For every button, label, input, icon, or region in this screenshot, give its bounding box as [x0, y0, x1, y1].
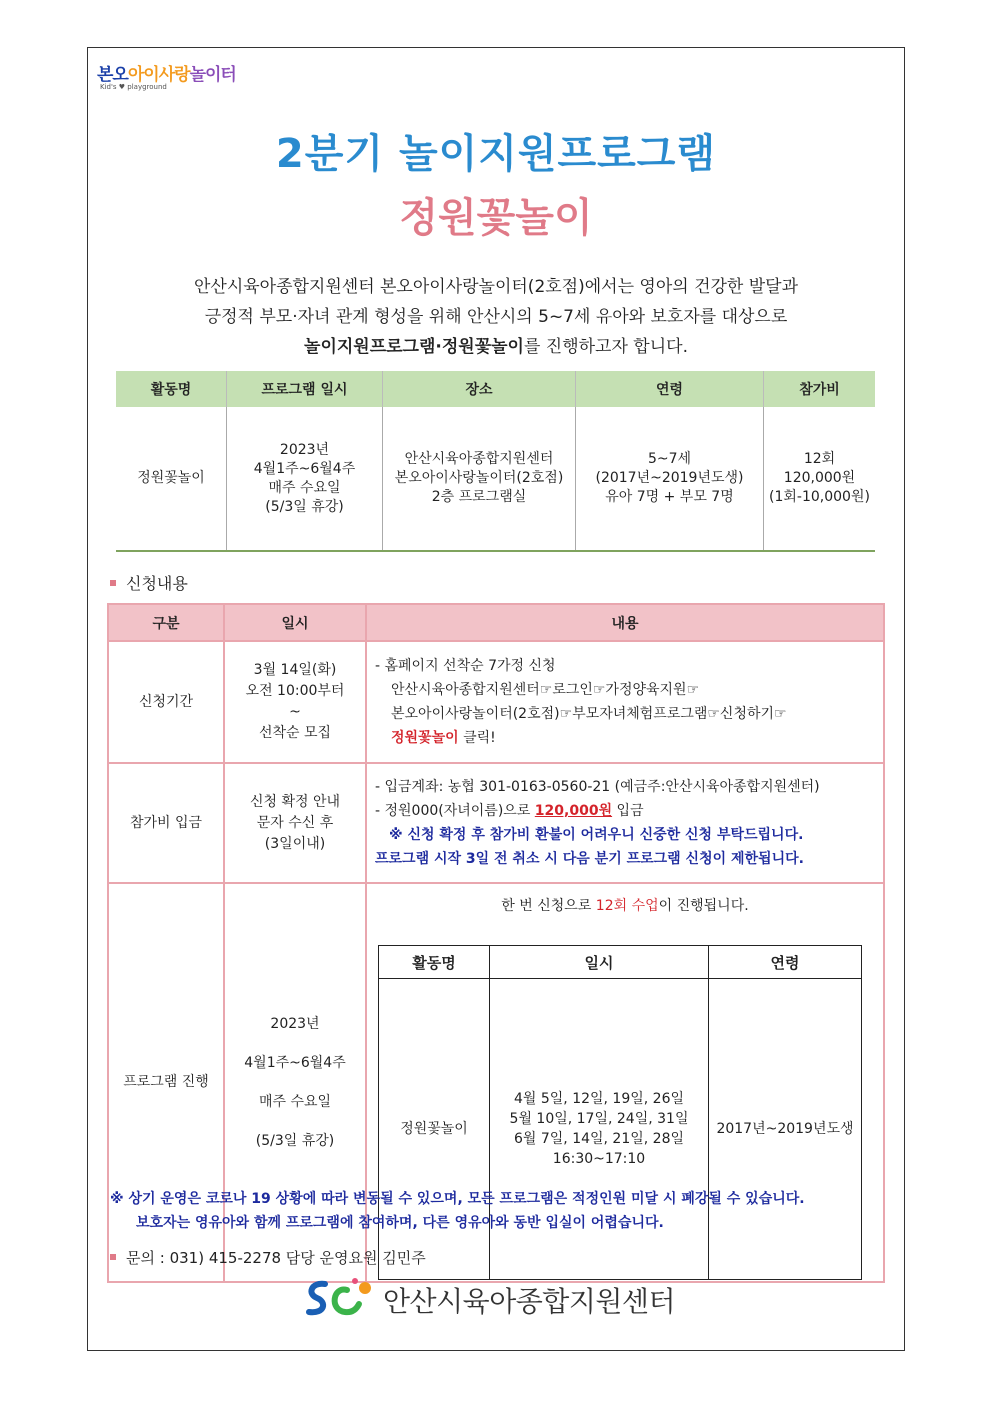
page-subtitle: 정원꽃놀이: [399, 195, 593, 241]
payment-name-text: - 정원000(자녀이름)으로: [375, 803, 535, 819]
age-line: 유아 7명 + 부모 7명: [605, 489, 734, 505]
place-line: 안산시육아종합지원센터: [404, 451, 554, 467]
age-line: 5~7세: [647, 451, 692, 467]
application-section-title: [110, 571, 188, 594]
logo-text-1: 본오: [97, 65, 128, 85]
progress-date-line: 4월1주~6월4주: [244, 1054, 346, 1071]
fee-line: 120,000원: [783, 470, 856, 486]
payment-date-line: (3일이내): [264, 835, 326, 852]
period-date-line: ~: [289, 704, 301, 720]
overview-fee: [764, 407, 876, 551]
bullet-square-icon: [110, 1254, 116, 1260]
center-logo: [303, 1276, 676, 1320]
overview-schedule: [227, 407, 383, 551]
overview-header-row: [116, 371, 875, 407]
contact-text: 문의 : 031) 415-2278 담당 운영요원 김민주: [126, 1249, 426, 1267]
fee-line: (1회-10,000원): [769, 489, 870, 505]
overview-activity: 정원꽃놀이: [116, 407, 227, 551]
period-date: [224, 641, 366, 763]
payment-date-line: 신청 확정 안내: [249, 793, 341, 810]
progress-note: [368, 895, 882, 915]
center-name: 안산시육아종합지원센터: [383, 1285, 676, 1318]
session-header-row: [379, 946, 862, 979]
place-line: 2층 프로그램실: [431, 489, 527, 505]
overview-header-activity: 활동명: [116, 371, 227, 407]
application-period-row: [108, 641, 884, 763]
fee-line: 12회: [803, 451, 836, 467]
period-date-line: 3월 14일(화): [253, 662, 337, 678]
period-date-line: 선착순 모집: [258, 725, 332, 741]
period-path-line: 안산시육아종합지원센터☞로그인☞가정양육지원☞: [391, 682, 700, 698]
schedule-line: 2023년: [279, 441, 330, 458]
payment-content: [366, 763, 884, 883]
application-payment-row: [108, 763, 884, 883]
application-header-content: 내용: [366, 604, 884, 641]
intro-line-3: [120, 332, 872, 362]
refund-warning: ※ 신청 확정 후 참가비 환불이 어려우니 신중한 신청 부탁드립니다.: [389, 827, 804, 843]
payment-deposit-text: 입금: [612, 803, 644, 819]
session-header-age: 연령: [709, 946, 862, 979]
overview-header-schedule: 프로그램 일시: [227, 371, 383, 407]
playground-logo: [97, 60, 236, 91]
period-click-line: [375, 726, 875, 750]
intro-program-name: 놀이지원프로그램·정원꽃놀이: [304, 337, 524, 357]
period-date-line: 오전 10:00부터: [245, 683, 345, 699]
session-date-line: 6월 7일, 14일, 21일, 28일: [513, 1131, 685, 1147]
intro-line-2: 긍정적 부모·자녀 관계 형성을 위해 안산시의 5~7세 유아와 보호자를 대상으로: [204, 307, 788, 327]
overview-table: [116, 371, 875, 552]
contact-info: [110, 1247, 426, 1268]
overview-age: [576, 407, 764, 551]
progress-note-text: 한 번 신청으로: [501, 898, 596, 914]
progress-date-line: (5/3일 휴강): [255, 1132, 335, 1149]
bullet-square-icon: [110, 580, 116, 586]
payment-label: 참가비 입금: [108, 763, 224, 883]
payment-date: [224, 763, 366, 883]
session-time: 16:30~17:10: [552, 1151, 646, 1167]
place-line: 본오아이사랑놀이터(2호점): [394, 470, 564, 486]
application-header-date: 일시: [224, 604, 366, 641]
overview-header-place: 장소: [383, 371, 576, 407]
overview-place: [383, 407, 576, 551]
progress-session-count: 12회 수업: [595, 898, 659, 914]
schedule-line: 4월1주~6월4주: [253, 460, 356, 477]
intro-text: [120, 272, 872, 362]
click-text: 클릭!: [458, 730, 496, 746]
application-table: [107, 603, 885, 1283]
notice-line-2: 보호자는 영유아와 함께 프로그램에 참여하며, 다른 영유아와 동반 입실이 어렵습니다.: [136, 1215, 664, 1231]
bank-account-line: - 입금계좌: 농협 301-0163-0560-21 (예금주:안산시육아종합지원센터): [375, 779, 820, 795]
application-header-category: 구분: [108, 604, 224, 641]
cancel-warning: 프로그램 시작 3일 전 취소 시 다음 분기 프로그램 신청이 제한됩니다.: [375, 851, 804, 867]
period-path-line: 본오아이사랑놀이터(2호점)☞부모자녀체험프로그램☞신청하기☞: [391, 706, 787, 722]
period-content: [366, 641, 884, 763]
logo-subtitle: Kid's ♥ playground: [100, 83, 167, 91]
session-header-activity: 활동명: [379, 946, 490, 979]
payment-amount: 120,000원: [534, 803, 613, 819]
session-activity: 정원꽃놀이: [379, 979, 490, 1280]
payment-amount-line: [375, 799, 875, 823]
notice-text: [110, 1187, 805, 1235]
progress-label: 프로그램 진행: [108, 883, 224, 1282]
progress-date-line: 2023년: [270, 1015, 320, 1032]
intro-line-3-rest: 를 진행하고자 합니다.: [523, 337, 688, 357]
logo-text-3: 놀이터: [189, 65, 236, 85]
session-date-line: 5월 10일, 17일, 24일, 31일: [509, 1111, 689, 1127]
overview-body-row: [116, 407, 875, 551]
payment-date-line: 문자 수신 후: [256, 814, 334, 831]
session-age: 2017년~2019년도생: [709, 979, 862, 1280]
session-header-date: 일시: [490, 946, 709, 979]
application-header-row: [108, 604, 884, 641]
notice-line-1: ※ 상기 운영은 코로나 19 상황에 따라 변동될 수 있으며, 모든 프로그램은 적정인원 미달 시 폐강될 수 있습니다.: [110, 1191, 805, 1207]
progress-note-text: 이 진행됩니다.: [658, 898, 749, 914]
period-line: - 홈페이지 선착순 7가정 신청: [375, 658, 556, 674]
schedule-line: (5/3일 휴강): [265, 498, 344, 515]
schedule-line: 매주 수요일: [268, 479, 341, 496]
session-date-line: 4월 5일, 12일, 19일, 26일: [513, 1091, 685, 1107]
logo-text-2: 아이사랑: [127, 65, 190, 85]
progress-date-line: 매주 수요일: [258, 1093, 332, 1110]
page-title: 2분기 놀이지원프로그램: [275, 131, 717, 177]
program-link-text: 정원꽃놀이: [391, 730, 459, 746]
section-title-text: 신청내용: [126, 574, 188, 593]
overview-header-fee: 참가비: [764, 371, 876, 407]
age-line: (2017년~2019년도생): [595, 470, 744, 486]
intro-line-1: 안산시육아종합지원센터 본오아이사랑놀이터(2호점)에서는 영아의 건강한 발달과: [193, 277, 799, 297]
overview-header-age: 연령: [576, 371, 764, 407]
center-logo-icon: [303, 1276, 379, 1320]
period-label: 신청기간: [108, 641, 224, 763]
